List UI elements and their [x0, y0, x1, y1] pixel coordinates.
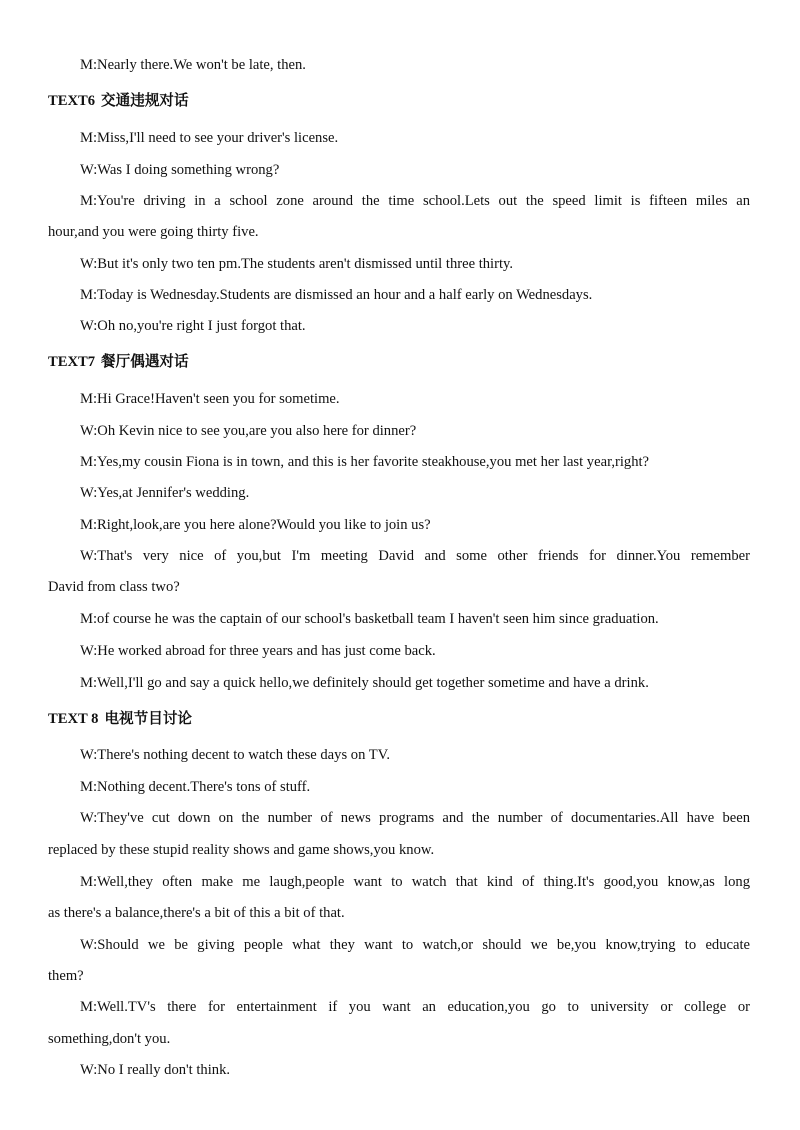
section-label: TEXT7 [48, 354, 96, 370]
dialogue-line: W:Should we be giving people what they want to watch,or should we be,you know,trying to educate [80, 937, 750, 953]
section-title: 餐厅偶遇对话 [101, 353, 189, 370]
dialogue-line: W:He worked abroad for three years and has just come back. [80, 643, 436, 659]
dialogue-line: M:You're driving in a school zone around the time school.Lets out the speed limit is fifteen miles an [80, 193, 750, 209]
dialogue-line: M:Right,look,are you here alone?Would you like to join us? [80, 517, 431, 533]
dialogue-line-continued: replaced by these stupid reality shows and game shows,you know. [48, 842, 435, 858]
dialogue-line: W:That's very nice of you,but I'm meeting David and some other friends for dinner.You remember [80, 548, 750, 564]
dialogue-line: M:Hi Grace!Haven't seen you for sometime. [80, 391, 340, 407]
section-title: 电视节目讨论 [104, 710, 193, 727]
dialogue-line: W:They've cut down on the number of news programs and the number of documentaries.All have been [80, 810, 750, 826]
section-label: TEXT6 [48, 93, 96, 109]
dialogue-line-continued: them? [48, 968, 84, 984]
dialogue-line: M:Well,they often make me laugh,people want to watch that kind of thing.It's good,you know,as long [80, 874, 750, 890]
dialogue-line: W:Was I doing something wrong? [80, 162, 280, 178]
dialogue-line: M:Well,I'll go and say a quick hello,we definitely should get together sometime and have a drink. [80, 675, 649, 691]
dialogue-line: W:But it's only two ten pm.The students aren't dismissed until three thirty. [80, 256, 514, 272]
section-heading-text8 [48, 709, 750, 729]
dialogue-line-continued: David from class two? [48, 579, 180, 595]
dialogue-line: W:No I really don't think. [80, 1062, 231, 1078]
dialogue-line-continued: something,don't you. [48, 1031, 171, 1047]
dialogue-line: M:Nothing decent.There's tons of stuff. [80, 779, 311, 795]
section-label: TEXT 8 [48, 711, 99, 727]
dialogue-line: M:Well.TV's there for entertainment if you want an education,you go to university or college or [80, 999, 750, 1015]
section-heading-text6 [48, 91, 750, 111]
dialogue-line-continued: hour,and you were going thirty five. [48, 224, 259, 240]
dialogue-line: W:Oh no,you're right I just forgot that. [80, 318, 306, 334]
dialogue-line: M:Today is Wednesday.Students are dismissed an hour and a half early on Wednesdays. [80, 287, 593, 303]
dialogue-line-continued: as there's a balance,there's a bit of this a bit of that. [48, 905, 345, 921]
section-heading-text7 [48, 352, 750, 372]
dialogue-line: M:Miss,I'll need to see your driver's license. [80, 130, 339, 146]
dialogue-line: M:of course he was the captain of our school's basketball team I haven't seen him since graduation. [80, 611, 659, 627]
dialogue-line: W:Yes,at Jennifer's wedding. [80, 485, 250, 501]
dialogue-line: M:Yes,my cousin Fiona is in town, and this is her favorite steakhouse,you met her last year,right? [80, 454, 650, 470]
dialogue-line: M:Nearly there.We won't be late, then. [80, 57, 306, 73]
dialogue-line: W:Oh Kevin nice to see you,are you also here for dinner? [80, 423, 417, 439]
section-title: 交通违规对话 [101, 92, 189, 109]
dialogue-line: W:There's nothing decent to watch these days on TV. [80, 747, 390, 763]
